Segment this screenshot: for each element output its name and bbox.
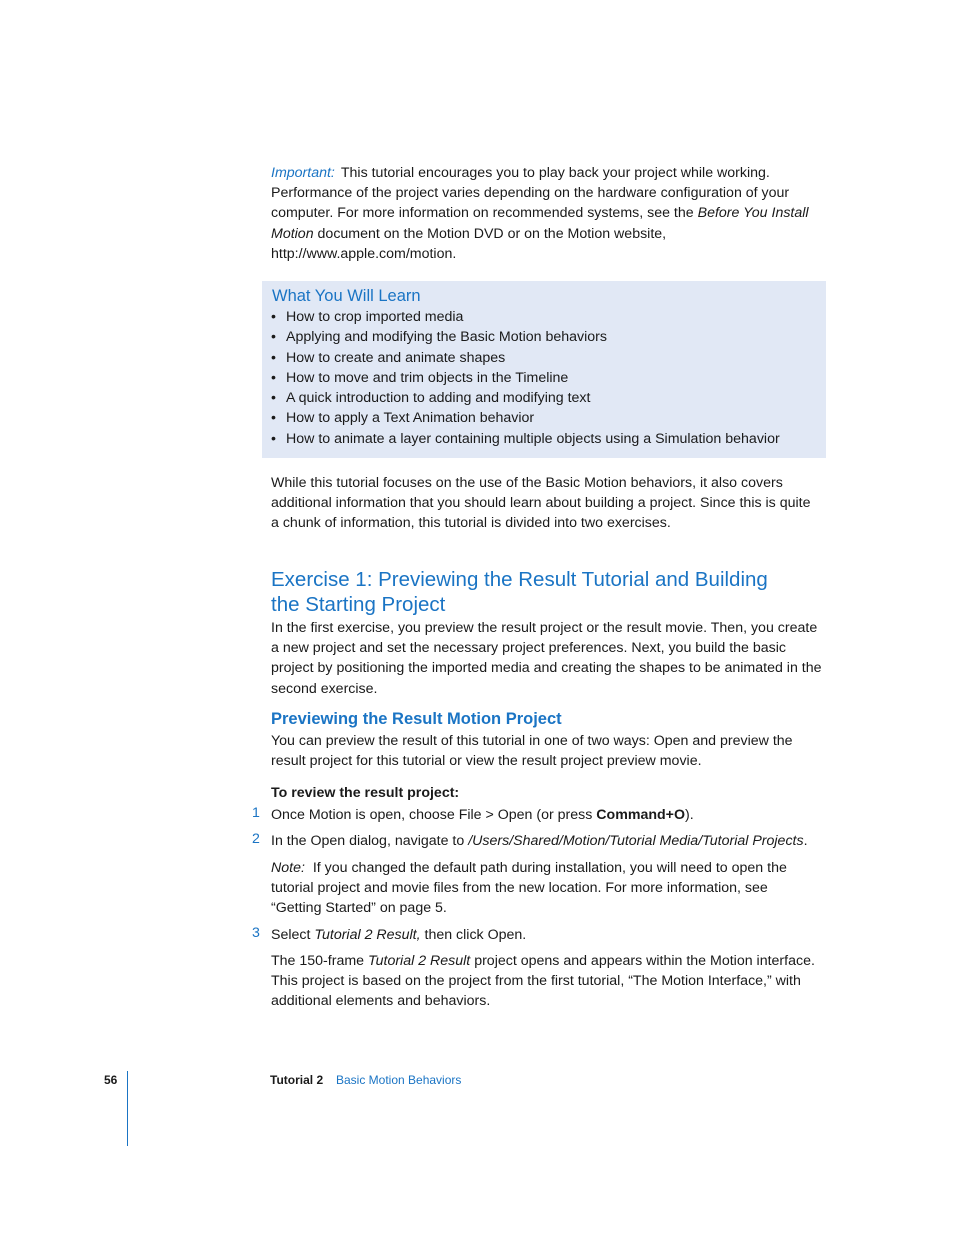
bullet-icon: •	[271, 309, 276, 325]
result-text-end: project opens and appears within the Motion interface. This project is based on the project from the first tutorial, “The Motion Interface,” with additional elements and behaviors.	[271, 953, 815, 1010]
important-paragraph	[271, 163, 816, 264]
list-item-text: How to crop imported media	[286, 309, 464, 325]
task-heading: To review the result project:	[271, 785, 460, 801]
result-text-start: The 150-frame	[271, 953, 368, 969]
footer-divider	[127, 1071, 128, 1146]
what-you-will-learn-box	[262, 281, 826, 458]
list-item-text: How to move and trim objects in the Timeline	[286, 369, 569, 386]
note-paragraph	[271, 858, 819, 919]
step-3-text-start: Select	[271, 927, 315, 943]
list-item-text: How to apply a Text Animation behavior	[286, 410, 535, 427]
bullet-icon: •	[271, 410, 276, 427]
step-1-text	[271, 805, 694, 825]
list-item-text: How to create and animate shapes	[286, 349, 506, 366]
list-item	[271, 408, 780, 428]
bullet-icon: •	[271, 369, 276, 386]
step-1-text-end: ).	[684, 807, 694, 823]
learn-title: What You Will Learn	[272, 287, 421, 305]
important-text: This tutorial encourages you to play back your project while working. Performance of the project varies depending on the hardware configuration of your computer. For more information on recommended systems, see the	[271, 165, 790, 222]
list-item-text: A quick introduction to adding and modifying text	[286, 390, 591, 407]
list-item	[271, 348, 780, 368]
step-number-3: 3	[252, 925, 260, 941]
exercise-heading	[271, 567, 831, 617]
exercise-heading-line1: Exercise 1: Previewing the Result Tutorial and Building	[271, 568, 768, 591]
list-item-text: Applying and modifying the Basic Motion behaviors	[286, 329, 607, 346]
step-number-1: 1	[252, 805, 260, 821]
preview-paragraph: You can preview the result of this tutorial in one of two ways: Open and preview the result project for this tutorial or view the result project preview movie.	[271, 733, 793, 770]
learn-list	[271, 307, 780, 449]
preview-heading: Previewing the Result Motion Project	[271, 710, 562, 728]
step-2-path: /Users/Shared/Motion/Tutorial Media/Tutorial Projects	[468, 833, 804, 849]
step-3-text-end: then click Open.	[420, 927, 527, 943]
step-3-name: Tutorial 2 Result,	[314, 927, 421, 943]
important-text-end: document on the Motion DVD or on the Motion website, http://www.apple.com/motion.	[271, 225, 667, 262]
step-2-text-end: .	[803, 833, 808, 849]
list-item	[271, 429, 780, 449]
exercise-paragraph: In the first exercise, you preview the result project or the result movie. Then, you create a new project and set the necessary project preferences. Next, you build the basic project by positioning the imported media and creating the shapes to be animated in the second exercise.	[271, 620, 822, 697]
result-name: Tutorial 2 Result	[368, 953, 471, 969]
list-item	[271, 327, 780, 347]
doc-title: Before You Install Motion	[271, 205, 809, 242]
list-item-text: How to animate a layer containing multiple objects using a Simulation behavior	[286, 430, 780, 447]
footer-chapter: Tutorial 2	[270, 1073, 324, 1087]
note-label: Note:	[271, 860, 305, 876]
result-paragraph	[271, 951, 821, 1012]
step-2-text-start: In the Open dialog, navigate to	[271, 833, 469, 849]
intro-paragraph: While this tutorial focuses on the use of the Basic Motion behaviors, it also covers additional information that you should learn about building a project. Since this is quite a chunk of information, this tutorial is divided into two exercises.	[271, 475, 811, 532]
list-item	[271, 388, 780, 408]
page-number: 56	[104, 1073, 118, 1087]
step-number-2: 2	[252, 831, 260, 847]
step-2-text	[271, 831, 808, 851]
bullet-icon: •	[271, 349, 276, 366]
note-text: If you changed the default path during installation, you will need to open the tutorial project and movie files from the new location. For more information, see “Getting Started” on page 5.	[271, 860, 787, 917]
list-item	[271, 307, 780, 327]
bullet-icon: •	[271, 430, 276, 447]
step-1-text-start: Once Motion is open, choose File > Open (or press	[271, 807, 597, 823]
exercise-heading-line2: the Starting Project	[271, 593, 446, 616]
step-1-key: Command+O	[596, 807, 685, 823]
step-3-text	[271, 925, 526, 945]
important-label: Important:	[271, 165, 335, 181]
bullet-icon: •	[271, 329, 276, 346]
bullet-icon: •	[271, 390, 276, 407]
footer-chapter-title: Basic Motion Behaviors	[336, 1073, 462, 1087]
list-item	[271, 368, 780, 388]
